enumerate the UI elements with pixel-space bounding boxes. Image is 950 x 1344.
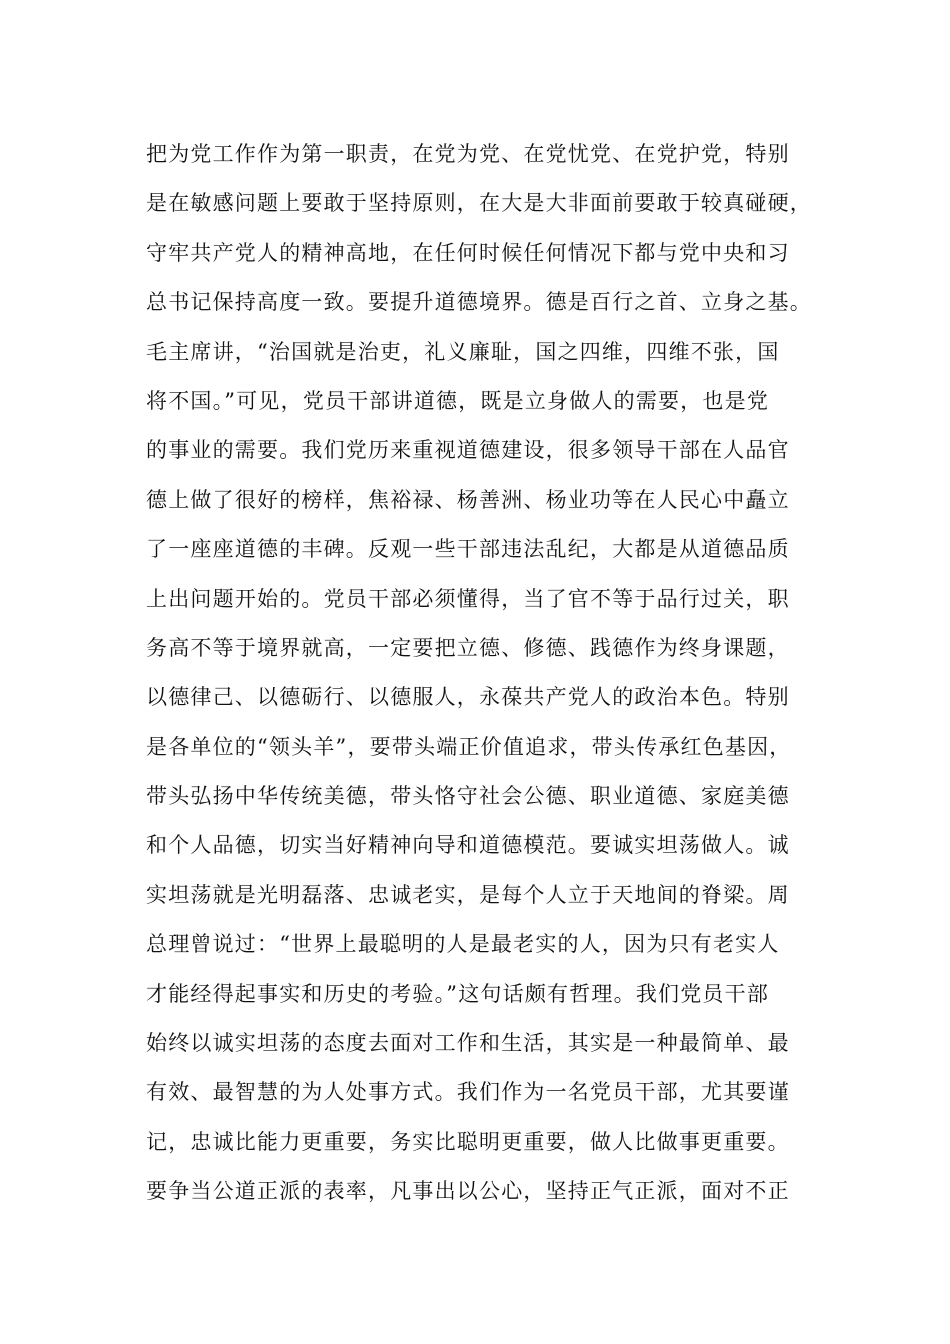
text-line: 记，忠诚比能力更重要，务实比聪明更重要，做人比做事更重要。	[146, 1129, 790, 1154]
text-line: 实坦荡就是光明磊落、忠诚老实，是每个人立于天地间的脊梁。周	[146, 882, 790, 907]
body-text	[146, 130, 836, 1217]
text-line: 了一座座道德的丰碑。反观一些干部违法乱纪，大都是从道德品质	[146, 537, 790, 562]
text-line: 和个人品德，切实当好精神向导和道德模范。要诚实坦荡做人。诚	[146, 833, 790, 858]
text-line: 要争当公道正派的表率，凡事出以公心，坚持正气正派，面对不正	[146, 1179, 790, 1204]
text-line: 才能经得起事实和历史的考验。”这句话颇有哲理。我们党员干部	[146, 981, 770, 1006]
text-line: 始终以诚实坦荡的态度去面对工作和生活，其实是一种最简单、最	[146, 1031, 790, 1056]
text-line: 带头弘扬中华传统美德，带头恪守社会公德、职业道德、家庭美德	[146, 784, 790, 809]
text-line: 将不国。”可见，党员干部讲道德，既是立身做人的需要，也是党	[146, 388, 770, 413]
text-line: 守牢共产党人的精神高地，在任何时候任何情况下都与党中央和习	[146, 240, 790, 265]
text-line: 德上做了很好的榜样，焦裕禄、杨善洲、杨业功等在人民心中矗立	[146, 487, 790, 512]
text-line: 务高不等于境界就高，一定要把立德、修德、践德作为终身课题，	[146, 635, 790, 660]
text-line: 把为党工作作为第一职责，在党为党、在党忧党、在党护党，特别	[146, 142, 790, 166]
text-line: 上出问题开始的。党员干部必须懂得，当了官不等于品行过关，职	[146, 586, 790, 611]
text-line: 以德律己、以德砺行、以德服人，永葆共产党人的政治本色。特别	[146, 685, 790, 710]
text-line: 是在敏感问题上要敢于坚持原则，在大是大非面前要敢于较真碰硬，	[146, 191, 812, 216]
text-line: 总书记保持高度一致。要提升道德境界。德是百行之首、立身之基。	[146, 290, 812, 315]
text-line: 的事业的需要。我们党历来重视道德建设，很多领导干部在人品官	[146, 438, 790, 463]
text-line: 有效、最智慧的为人处事方式。我们作为一名党员干部，尤其要谨	[146, 1080, 790, 1105]
text-line: 毛主席讲，“治国就是治吏，礼义廉耻，国之四维，四维不张，国	[146, 339, 780, 364]
text-line: 是各单位的“领头羊”，要带头端正价值追求，带头传承红色基因，	[146, 734, 792, 759]
text-line: 总理曾说过：“世界上最聪明的人是最老实的人，因为只有老实人	[146, 932, 780, 957]
